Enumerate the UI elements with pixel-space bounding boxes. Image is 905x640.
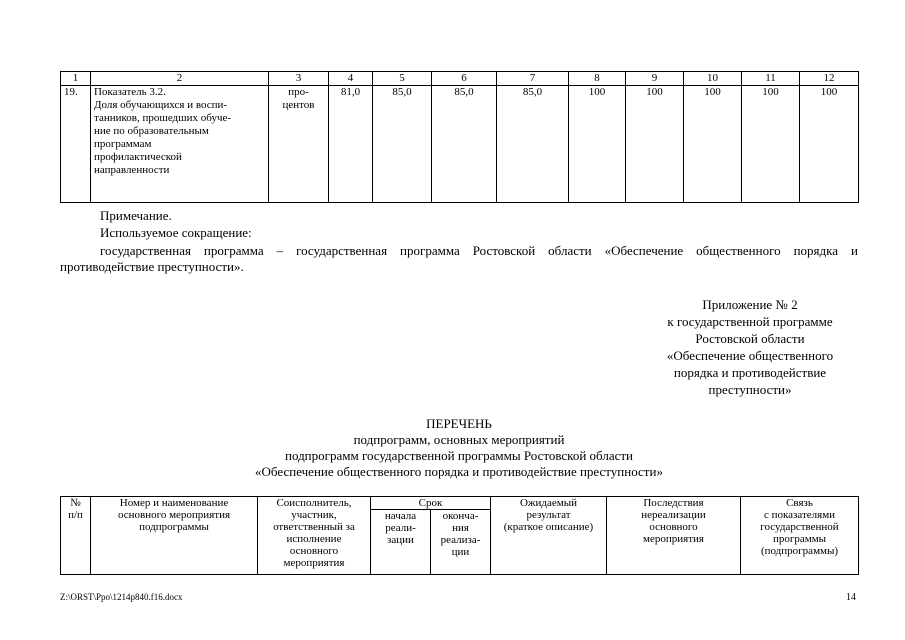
unit-line: центов xyxy=(282,99,315,111)
header-line: основного xyxy=(289,545,339,557)
appendix-line: Приложение № 2 xyxy=(702,297,798,312)
value-cell: 100 xyxy=(742,86,800,203)
header-line: зации xyxy=(387,534,414,546)
appendix-heading xyxy=(640,296,860,398)
note-title: Примечание. xyxy=(100,208,172,223)
header-result xyxy=(491,497,607,575)
header-line: исполнение xyxy=(286,533,342,545)
header-line: начала xyxy=(384,510,417,522)
header-number xyxy=(61,497,91,575)
appendix-line: Ростовской области xyxy=(695,331,805,346)
indicator-name xyxy=(91,86,269,203)
header-executor xyxy=(258,497,371,575)
title-line: ПЕРЕЧЕНЬ xyxy=(426,416,492,431)
value-cell: 85,0 xyxy=(432,86,497,203)
name-line: Показатель 3.2. xyxy=(94,86,166,98)
unit-cell xyxy=(269,86,329,203)
header-cell: 3 xyxy=(269,72,329,86)
header-line: Связь xyxy=(786,497,813,509)
appendix-line: к государственной программе xyxy=(667,314,833,329)
value-cell: 100 xyxy=(569,86,626,203)
header-line: реали- xyxy=(385,522,416,534)
header-end xyxy=(431,510,491,575)
header-line: государственной xyxy=(760,521,839,533)
header-line: результат xyxy=(526,509,571,521)
unit-line: про- xyxy=(288,86,309,98)
header-line: Соисполнитель, xyxy=(276,497,352,509)
table-header-row xyxy=(61,72,859,86)
header-line: подпрограммы xyxy=(139,521,209,533)
file-path-footer: Z:\ORST\Ppo\1214p840.f16.docx xyxy=(60,592,183,602)
header-term: Срок xyxy=(371,497,491,510)
header-line: основного xyxy=(649,521,698,533)
header-line: с показателями xyxy=(763,509,836,521)
header-cell: 11 xyxy=(742,72,800,86)
value-cell: 85,0 xyxy=(497,86,569,203)
header-cell: 6 xyxy=(432,72,497,86)
header-cell: 8 xyxy=(569,72,626,86)
note-abbreviation-label: Используемое сокращение: xyxy=(100,225,252,240)
value-cell: 81,0 xyxy=(329,86,373,203)
document-title xyxy=(60,416,858,480)
header-line: ции xyxy=(451,546,470,558)
value-cell: 100 xyxy=(626,86,684,203)
header-line: мероприятия xyxy=(283,557,345,569)
name-line: направленности xyxy=(94,164,170,176)
value-cell: 100 xyxy=(800,86,859,203)
header-line: (краткое описание) xyxy=(503,521,594,533)
table-row xyxy=(61,86,859,203)
header-consequences xyxy=(607,497,741,575)
title-line: подпрограмм государственной программы Ростовской области xyxy=(284,448,634,463)
appendix-line: «Обеспечение общественного xyxy=(666,348,834,363)
title-line: «Обеспечение общественного порядка и противодействие преступности» xyxy=(255,464,663,479)
indicators-table xyxy=(60,71,859,203)
header-line: № xyxy=(70,497,81,509)
header-cell: 10 xyxy=(684,72,742,86)
page-number: 14 xyxy=(846,592,856,603)
table-header-row xyxy=(61,497,859,510)
header-line: реализа- xyxy=(440,534,481,546)
header-cell: 1 xyxy=(61,72,91,86)
header-line: оконча- xyxy=(442,510,479,522)
header-cell: 9 xyxy=(626,72,684,86)
header-cell: 5 xyxy=(373,72,432,86)
header-cell: 7 xyxy=(497,72,569,86)
header-cell: 2 xyxy=(91,72,269,86)
name-line: программам xyxy=(94,138,152,150)
header-line: п/п xyxy=(68,509,83,521)
header-line: участник, xyxy=(291,509,337,521)
header-line: мероприятия xyxy=(643,533,704,545)
header-line: нереализации xyxy=(641,509,706,521)
header-line: Ожидаемый xyxy=(519,497,578,509)
header-cell: 12 xyxy=(800,72,859,86)
header-start xyxy=(371,510,431,575)
appendix-line: преступности» xyxy=(708,382,792,397)
header-line: ния xyxy=(452,522,469,534)
row-number: 19. xyxy=(61,86,91,203)
header-link xyxy=(741,497,859,575)
header-line: (подпрограммы) xyxy=(760,545,839,557)
header-line: ответственный за xyxy=(273,521,355,533)
header-line: Номер и наименование xyxy=(119,497,229,509)
header-line: Последствия xyxy=(643,497,704,509)
measures-table xyxy=(60,496,859,575)
header-cell: 4 xyxy=(329,72,373,86)
name-line: профилактической xyxy=(94,151,182,163)
value-cell: 85,0 xyxy=(373,86,432,203)
name-line: танников, прошедших обуче- xyxy=(94,112,232,124)
name-line: ние по образовательным xyxy=(94,125,209,137)
value-cell: 100 xyxy=(684,86,742,203)
title-line: подпрограмм, основных мероприятий xyxy=(353,432,565,447)
appendix-line: порядка и противодействие xyxy=(673,365,827,380)
note-text: государственная программа – государственная программа Ростовской области «Обеспечение общественного порядка и противодействие преступности». xyxy=(60,243,858,274)
header-line: программы xyxy=(772,533,827,545)
header-line: основного мероприятия xyxy=(117,509,231,521)
name-line: Доля обучающихся и воспи- xyxy=(94,99,228,111)
header-name xyxy=(91,497,258,575)
